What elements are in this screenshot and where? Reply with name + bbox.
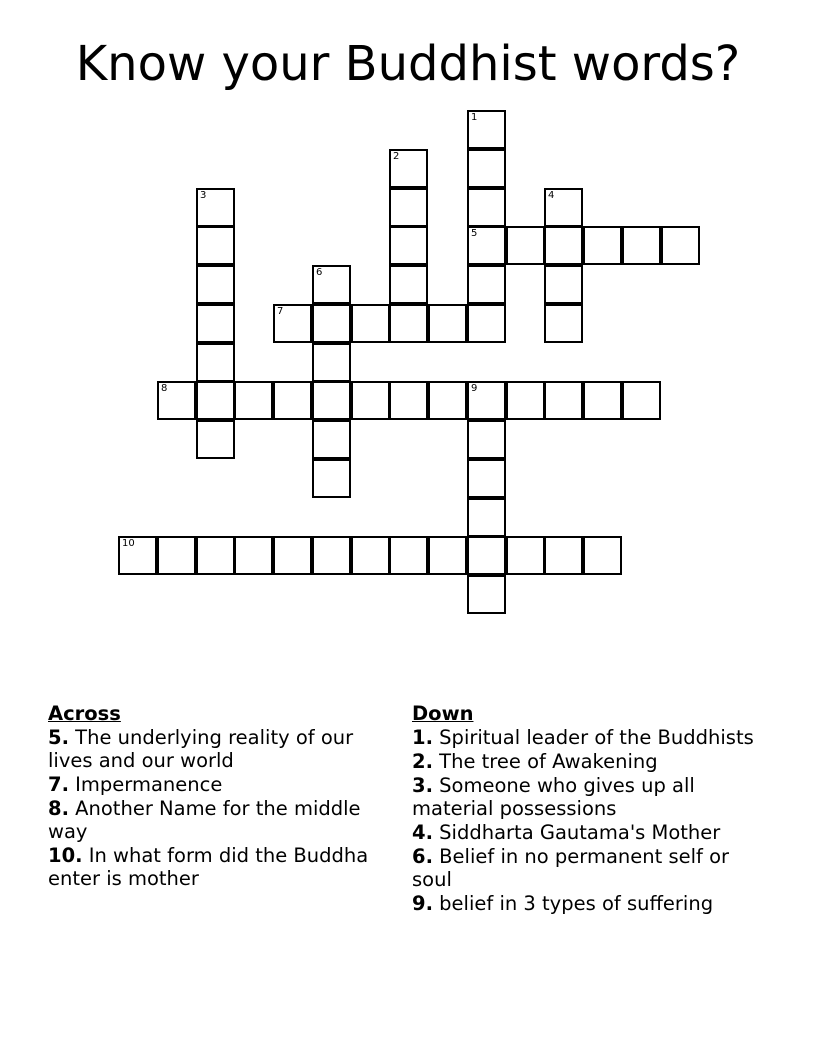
grid-cell[interactable] — [467, 420, 506, 459]
puzzle-title: Know your Buddhist words? — [75, 36, 741, 92]
grid-cell[interactable] — [506, 226, 545, 265]
clue-text: Someone who gives up all material possessions — [412, 774, 695, 820]
clue-number: 2. — [412, 750, 433, 773]
grid-cell[interactable] — [312, 459, 351, 498]
cell-number: 4 — [548, 190, 555, 201]
clue-text: Spiritual leader of the Buddhists — [432, 726, 754, 749]
cell-number: 9 — [471, 383, 478, 394]
clue-text: The underlying reality of our lives and our world — [48, 726, 354, 772]
grid-cell[interactable] — [196, 188, 235, 227]
across-clue — [48, 844, 393, 890]
grid-cell[interactable] — [196, 265, 235, 304]
across-clue — [48, 773, 393, 796]
clue-number: 5. — [48, 726, 69, 749]
grid-cell[interactable] — [583, 381, 622, 420]
grid-cell[interactable] — [467, 498, 506, 537]
grid-cell[interactable] — [389, 188, 428, 227]
grid-cell[interactable] — [544, 536, 583, 575]
grid-cell[interactable] — [351, 304, 390, 343]
grid-cell[interactable] — [273, 304, 312, 343]
grid-cell[interactable] — [389, 381, 428, 420]
clue-number: 4. — [412, 821, 433, 844]
cell-number: 3 — [200, 190, 207, 201]
grid-cell[interactable] — [544, 188, 583, 227]
grid-cell[interactable] — [544, 381, 583, 420]
grid-cell[interactable] — [118, 536, 157, 575]
grid-cell[interactable] — [467, 110, 506, 149]
cell-number: 10 — [122, 538, 135, 549]
grid-cell[interactable] — [622, 226, 661, 265]
grid-cell[interactable] — [312, 265, 351, 304]
grid-cell[interactable] — [389, 536, 428, 575]
grid-cell[interactable] — [583, 226, 622, 265]
grid-cell[interactable] — [506, 536, 545, 575]
grid-cell[interactable] — [196, 420, 235, 459]
down-clue — [412, 845, 757, 891]
grid-cell[interactable] — [544, 265, 583, 304]
grid-cell[interactable] — [544, 226, 583, 265]
grid-cell[interactable] — [196, 226, 235, 265]
grid-cell[interactable] — [467, 459, 506, 498]
grid-cell[interactable] — [583, 536, 622, 575]
grid-cell[interactable] — [467, 536, 506, 575]
grid-cell[interactable] — [389, 304, 428, 343]
down-clue — [412, 892, 757, 915]
clue-text: belief in 3 types of suffering — [432, 892, 714, 915]
clue-number: 3. — [412, 774, 433, 797]
down-clue-list — [412, 726, 757, 915]
grid-cell[interactable] — [506, 381, 545, 420]
grid-cell[interactable] — [234, 536, 273, 575]
grid-cell[interactable] — [467, 149, 506, 188]
clue-number: 1. — [412, 726, 433, 749]
grid-cell[interactable] — [196, 536, 235, 575]
cell-number: 1 — [471, 112, 478, 123]
grid-cell[interactable] — [196, 304, 235, 343]
grid-cell[interactable] — [428, 304, 467, 343]
across-clue — [48, 797, 393, 843]
clue-text: Belief in no permanent self or soul — [412, 845, 730, 891]
grid-cell[interactable] — [157, 536, 196, 575]
down-clue — [412, 726, 757, 749]
grid-cell[interactable] — [467, 188, 506, 227]
grid-cell[interactable] — [312, 304, 351, 343]
grid-cell[interactable] — [196, 343, 235, 382]
clue-text: Siddharta Gautama's Mother — [432, 821, 721, 844]
down-clue — [412, 750, 757, 773]
grid-cell[interactable] — [389, 226, 428, 265]
down-clue — [412, 821, 757, 844]
clue-number: 7. — [48, 773, 69, 796]
across-heading: Across — [48, 702, 121, 725]
grid-cell[interactable] — [273, 536, 312, 575]
clue-number: 6. — [412, 845, 433, 868]
grid-cell[interactable] — [428, 381, 467, 420]
grid-cell[interactable] — [157, 381, 196, 420]
grid-cell[interactable] — [622, 381, 661, 420]
grid-cell[interactable] — [544, 304, 583, 343]
grid-cell[interactable] — [467, 381, 506, 420]
grid-cell[interactable] — [467, 304, 506, 343]
grid-cell[interactable] — [196, 381, 235, 420]
grid-cell[interactable] — [467, 575, 506, 614]
clue-number: 8. — [48, 797, 69, 820]
cell-number: 2 — [393, 151, 400, 162]
clue-text: Impermanence — [68, 773, 223, 796]
grid-cell[interactable] — [351, 381, 390, 420]
grid-cell[interactable] — [312, 420, 351, 459]
grid-cell[interactable] — [273, 381, 312, 420]
grid-cell[interactable] — [312, 536, 351, 575]
cell-number: 7 — [277, 306, 284, 317]
grid-cell[interactable] — [351, 536, 390, 575]
down-clue — [412, 774, 757, 820]
cell-number: 5 — [471, 228, 478, 239]
grid-cell[interactable] — [389, 149, 428, 188]
across-clue — [48, 726, 393, 772]
grid-cell[interactable] — [467, 265, 506, 304]
cell-number: 8 — [161, 383, 168, 394]
clue-number: 10. — [48, 844, 83, 867]
cell-number: 6 — [316, 267, 323, 278]
across-clue-list — [48, 726, 393, 890]
grid-cell[interactable] — [234, 381, 273, 420]
clue-text: In what form did the Buddha enter is mother — [48, 844, 369, 890]
grid-cell[interactable] — [467, 226, 506, 265]
grid-cell[interactable] — [312, 343, 351, 382]
grid-cell[interactable] — [428, 536, 467, 575]
grid-cell[interactable] — [312, 381, 351, 420]
clue-text: Another Name for the middle way — [48, 797, 361, 843]
clue-number: 9. — [412, 892, 433, 915]
across-clues — [48, 702, 393, 891]
down-clues — [412, 702, 757, 916]
clue-text: The tree of Awakening — [432, 750, 658, 773]
grid-cell[interactable] — [661, 226, 700, 265]
grid-cell[interactable] — [389, 265, 428, 304]
down-heading: Down — [412, 702, 474, 725]
